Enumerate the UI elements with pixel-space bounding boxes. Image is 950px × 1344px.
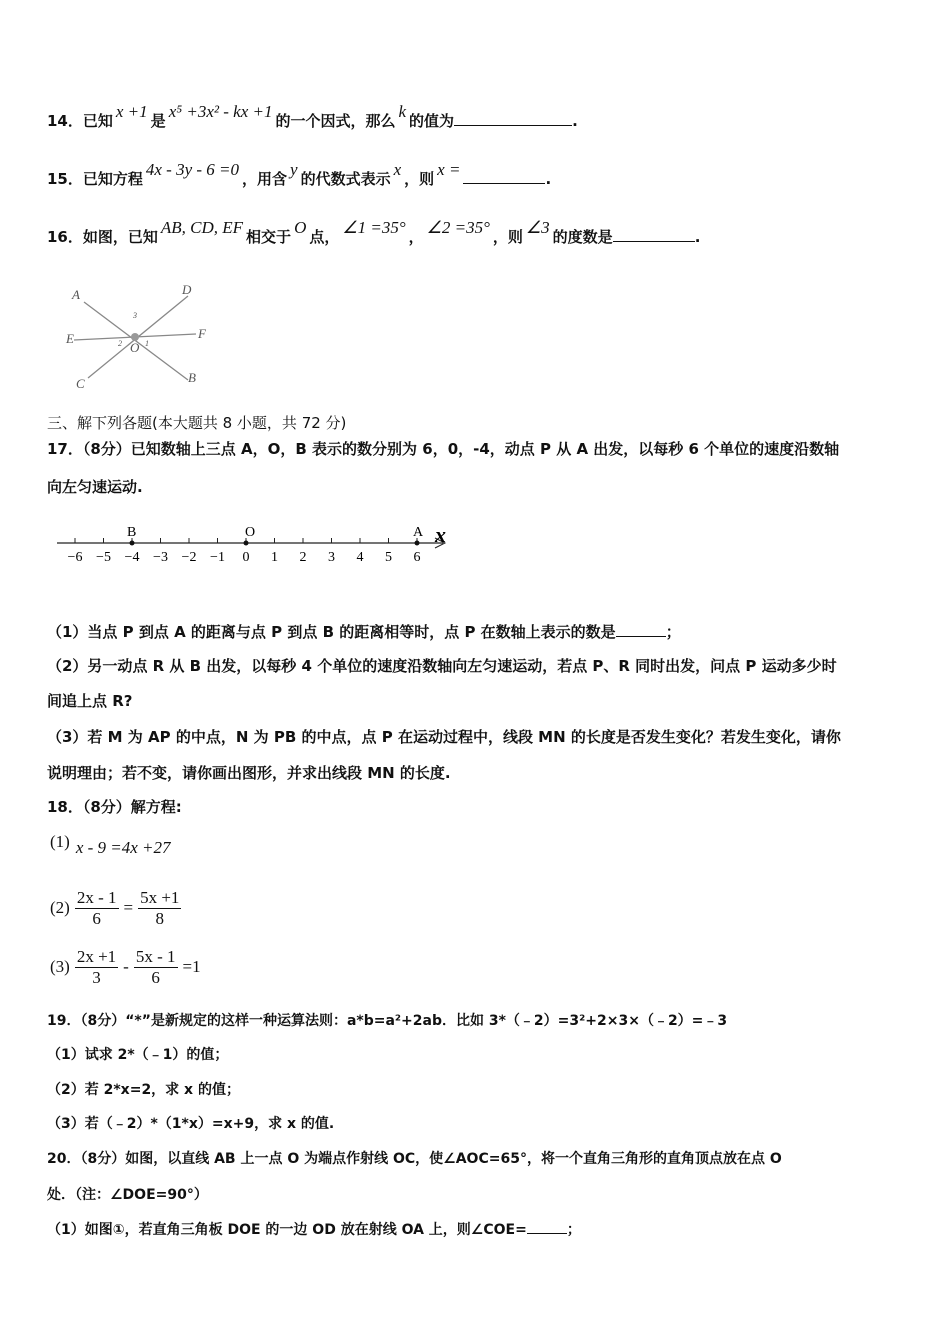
math: =1 <box>182 957 201 976</box>
label-d: D <box>182 282 192 297</box>
denominator: 3 <box>92 968 101 987</box>
angle-1: 1 <box>145 339 149 348</box>
math: y <box>290 160 298 179</box>
text: . <box>545 170 552 188</box>
q18-title: 18．（8分）解方程: <box>47 798 182 816</box>
tick-label: −3 <box>153 550 168 565</box>
text: 的代数式表示 <box>300 170 391 188</box>
denominator: 8 <box>155 909 165 928</box>
fraction <box>134 947 178 988</box>
point-dot <box>415 541 420 546</box>
question-14 <box>47 102 578 131</box>
numerator: 5x +1 <box>140 888 180 907</box>
q17-part2: （2）另一动点 R 从 B 出发，以每秒 4 个单位的速度沿数轴向左匀速运动，若点 P、R 同时出发，问点 P 运动多少时 <box>47 657 837 675</box>
answer-blank <box>463 169 545 184</box>
q-num: 15． <box>47 170 83 188</box>
tick-label: 5 <box>385 550 392 565</box>
tick-label: 1 <box>271 550 278 565</box>
answer-blank <box>616 622 666 637</box>
fraction <box>75 888 119 929</box>
text: （1）如图①，若直角三角板 DOE 的一边 OD 放在射线 OA 上，则∠COE= <box>47 1222 527 1238</box>
tick-label: 0 <box>242 550 250 565</box>
q17-part3-cont: 说明理由；若不变，请你画出图形，并求出线段 MN 的长度. <box>47 764 451 782</box>
q17-part1 <box>47 621 681 642</box>
q20-line1: 20．（8分）如图，以直线 AB 上一点 O 为端点作射线 OC，使∠AOC=65°，将一个直角三角形的直角顶点放在点 O <box>47 1151 782 1167</box>
eq-num: (1) <box>50 832 70 851</box>
tick-label: 3 <box>328 550 335 565</box>
answer-blank <box>613 227 695 242</box>
q19-part1: （1）试求 2*（﹣1）的值； <box>47 1047 229 1063</box>
denominator: 6 <box>92 909 101 928</box>
tick-label: −4 <box>124 550 140 565</box>
axis-label: x <box>435 522 446 547</box>
q17-line2: 向左匀速运动. <box>47 478 143 496</box>
label-a: A <box>72 287 80 302</box>
point-a-label: A <box>413 525 424 540</box>
tick-label: −2 <box>181 550 197 565</box>
label-b: B <box>188 370 196 385</box>
math: ∠3 <box>525 218 550 237</box>
label-f: F <box>198 326 206 341</box>
math: x <box>393 160 402 179</box>
math: x +1 <box>115 102 148 121</box>
q19-line1: 19．（8分）“*”是新规定的这样一种运算法则：a*b=a²+2ab．比如 3*（﹣2）=3²+2×3×（﹣2）=﹣3 <box>47 1013 728 1029</box>
q-num: 14． <box>47 112 83 130</box>
q17-line1: 17．（8分）已知数轴上三点 A，O，B 表示的数分别为 6，0，-4，动点 P 从 A 出发，以每秒 6 个单位的速度沿数轴 <box>47 440 840 458</box>
q19-part2: （2）若 2*x=2，求 x 的值； <box>47 1082 240 1098</box>
tick-label: −1 <box>210 550 225 565</box>
text: ，则 <box>404 170 435 188</box>
math: ∠1 =35° <box>342 218 406 237</box>
math: x = <box>437 160 461 179</box>
point-o-label: O <box>245 525 256 540</box>
text: ， <box>408 228 424 246</box>
q19-part3: （3）若（﹣2）*（1*x）=x+9，求 x 的值. <box>47 1116 335 1132</box>
numerator: 2x +1 <box>76 947 117 966</box>
fraction <box>138 888 181 929</box>
math: AB, CD, EF <box>160 218 244 237</box>
denominator: 6 <box>151 968 160 987</box>
text: 已知 <box>82 112 113 130</box>
text: . <box>694 228 701 246</box>
q17-part2-cont: 间追上点 R? <box>47 692 133 710</box>
text: ，用含 <box>242 170 288 188</box>
tick-label: 4 <box>356 550 364 565</box>
point-dot <box>130 541 135 546</box>
point-dot <box>244 541 249 546</box>
text: ； <box>665 623 681 641</box>
tick-label: −6 <box>67 550 83 565</box>
math: - <box>123 957 129 976</box>
number-line <box>55 518 455 568</box>
angle-2: 2 <box>118 339 122 348</box>
angle-3: 3 <box>133 311 137 320</box>
q20-line2: 处．（注：∠DOE=90°） <box>47 1187 208 1203</box>
label-e: E <box>66 331 74 346</box>
q-num: 16． <box>47 228 83 246</box>
math: = <box>123 898 134 917</box>
math: O <box>294 218 307 237</box>
q18-eq1 <box>47 832 174 857</box>
question-16 <box>47 218 701 247</box>
text: （1）当点 P 到点 A 的距离与点 P 到点 B 的距离相等时，点 P 在数轴上表示的数是 <box>47 623 616 641</box>
label-o: O <box>130 340 140 355</box>
tick-label: −5 <box>96 550 111 565</box>
text: 相交于 <box>246 228 292 246</box>
math: k <box>398 102 407 121</box>
intersecting-lines-figure <box>60 282 220 394</box>
math: x - 9 =4x +27 <box>75 838 171 857</box>
point-b-label: B <box>127 525 137 540</box>
math: x⁵ +3x² - kx +1 <box>168 102 273 121</box>
text: 如图，已知 <box>82 228 158 246</box>
math: ∠2 =35° <box>426 218 490 237</box>
text: 的度数是 <box>552 228 613 246</box>
tick-label: 6 <box>413 550 421 565</box>
answer-blank <box>527 1219 567 1234</box>
question-15 <box>47 160 552 189</box>
text: ； <box>566 1222 581 1238</box>
text: 是 <box>150 112 166 130</box>
text: . <box>572 112 578 130</box>
eq-num: (3) <box>50 957 70 976</box>
q18-eq3 <box>47 947 204 988</box>
section-heading: 三、解下列各题(本大题共 8 小题，共 72 分) <box>47 414 347 432</box>
label-c: C <box>76 376 85 391</box>
text: 的值为 <box>409 112 455 130</box>
math: 4x - 3y - 6 =0 <box>145 160 240 179</box>
tick-label: 2 <box>299 550 307 565</box>
eq-num: (2) <box>50 898 70 917</box>
text: 点， <box>309 228 340 246</box>
answer-blank <box>454 111 572 126</box>
text: 已知方程 <box>82 170 143 188</box>
numerator: 2x - 1 <box>76 888 117 907</box>
numerator: 5x - 1 <box>135 947 176 966</box>
q20-part1 <box>47 1219 581 1239</box>
text: 的一个因式，那么 <box>275 112 396 130</box>
text: ，则 <box>492 228 523 246</box>
fraction <box>75 947 118 988</box>
q17-part3: （3）若 M 为 AP 的中点，N 为 PB 的中点，点 P 在运动过程中，线段 MN 的长度是否发生变化？若发生变化，请你 <box>47 728 841 746</box>
q18-eq2 <box>47 888 183 929</box>
